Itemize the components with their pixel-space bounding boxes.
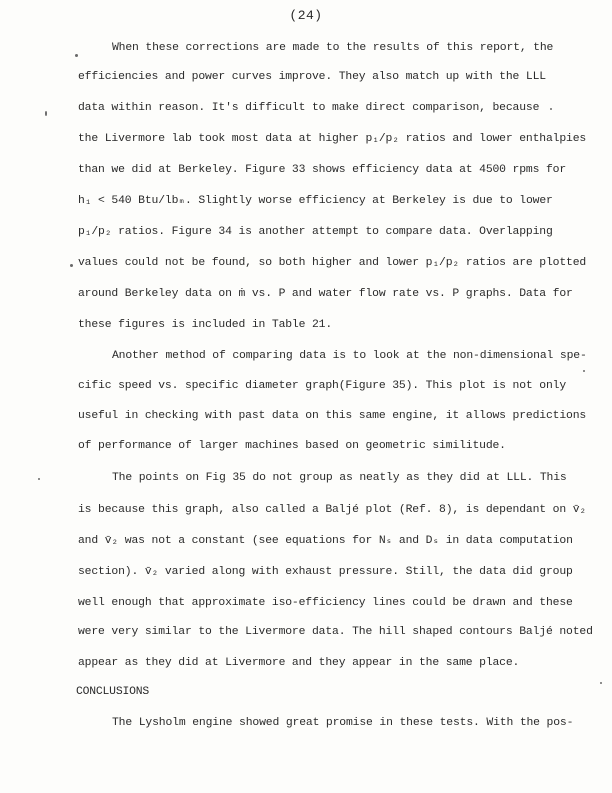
paragraph-1-line-6: h₁ < 540 Btu/lbₘ. Slightly worse efficiency at Berkeley is due to lower xyxy=(78,195,553,207)
paragraph-1-line-8: values could not be found, so both higher and lower p₁/p₂ ratios are plotted xyxy=(78,257,587,269)
paragraph-1-line-4: the Livermore lab took most data at higher p₁/p₂ ratios and lower enthalpies xyxy=(78,133,587,145)
paragraph-2-line-3: useful in checking with past data on this same engine, it allows predictions xyxy=(78,410,587,422)
paragraph-1-line-7: p₁/p₂ ratios. Figure 34 is another attempt to compare data. Overlapping xyxy=(78,226,553,238)
section-heading-conclusions: CONCLUSIONS xyxy=(76,686,149,698)
paragraph-3-line-3: and v̄₂ was not a constant (see equations for Nₛ and Dₛ in data computation xyxy=(78,535,573,547)
paragraph-2-line-2: cific speed vs. specific diameter graph(Figure 35). This plot is not only xyxy=(78,380,567,392)
paragraph-1-line-10: these figures is included in Table 21. xyxy=(78,319,333,331)
paragraph-1-line-5: than we did at Berkeley. Figure 33 shows efficiency data at 4500 rpms for xyxy=(78,164,567,176)
scan-speck xyxy=(583,370,585,372)
paragraph-1-line-2: efficiencies and power curves improve. They also match up with the LLL xyxy=(78,71,546,83)
paragraph-3-line-6: were very similar to the Livermore data. The hill shaped contours Baljé noted xyxy=(78,626,593,638)
paragraph-3-line-1: The points on Fig 35 do not group as neatly as they did at LLL. This xyxy=(112,472,567,484)
paragraph-1-line-3: data within reason. It's difficult to make direct comparison, because xyxy=(78,102,540,114)
scan-speck xyxy=(75,54,78,57)
paragraph-3-line-5: well enough that approximate iso-efficiency lines could be drawn and these xyxy=(78,597,573,609)
paragraph-3-line-4: section). v̄₂ varied along with exhaust pressure. Still, the data did group xyxy=(78,566,573,578)
scan-speck xyxy=(550,108,552,110)
paragraph-2-line-1: Another method of comparing data is to look at the non-dimensional spe- xyxy=(112,350,587,362)
paragraph-1-line-1: When these corrections are made to the results of this report, the xyxy=(112,42,554,54)
scan-speck xyxy=(70,264,73,267)
scan-speck xyxy=(45,111,47,116)
page-number: (24) xyxy=(289,8,323,23)
scan-speck xyxy=(38,478,40,480)
paragraph-2-line-4: of performance of larger machines based on geometric similitude. xyxy=(78,440,506,452)
scan-speck xyxy=(600,682,602,684)
final-paragraph-line-1: The Lysholm engine showed great promise in these tests. With the pos- xyxy=(112,717,574,729)
paragraph-3-line-2: is because this graph, also called a Baljé plot (Ref. 8), is dependant on v̄₂ xyxy=(78,504,587,516)
paragraph-1-line-9: around Berkeley data on ṁ vs. P and water flow rate vs. P graphs. Data for xyxy=(78,288,573,300)
paragraph-3-line-7: appear as they did at Livermore and they appear in the same place. xyxy=(78,657,520,669)
